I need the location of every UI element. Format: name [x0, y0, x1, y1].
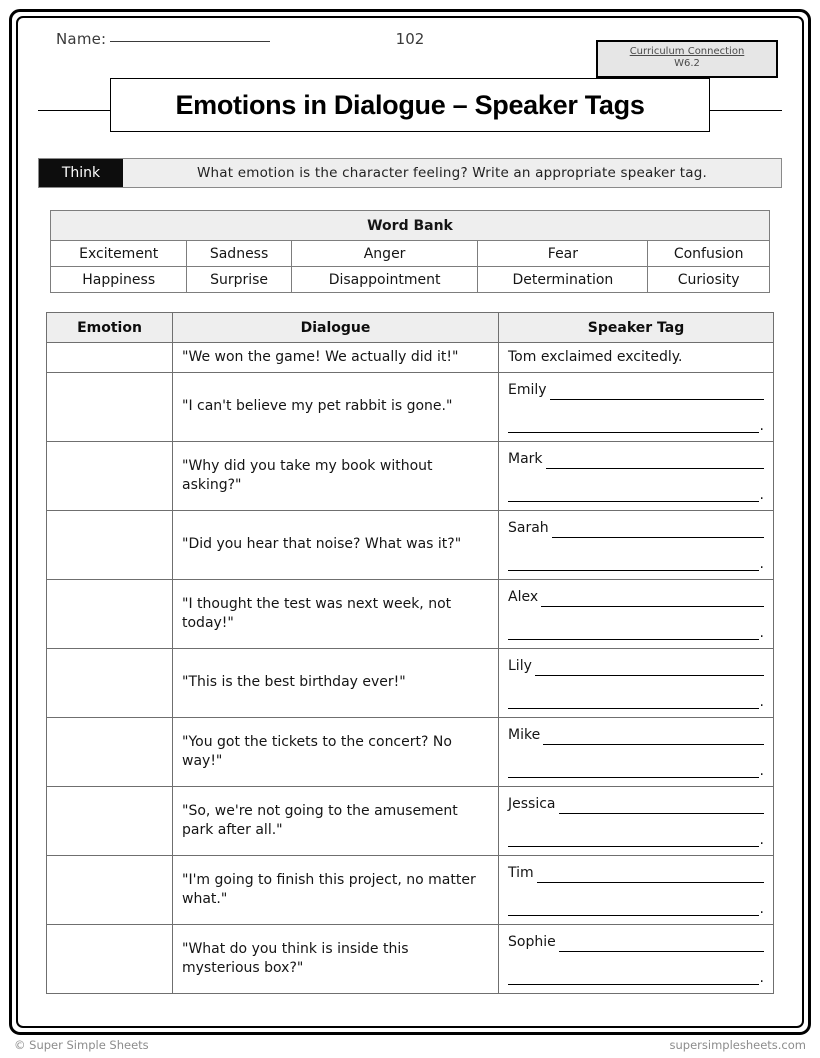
speaker-name: Lily: [508, 657, 532, 674]
speaker-name: Mike: [508, 726, 541, 743]
write-line[interactable]: [508, 492, 759, 502]
word-bank-cell[interactable]: Disappointment: [291, 267, 478, 293]
dialogue-cell: "So, we're not going to the amusement park after all.": [173, 787, 499, 856]
curriculum-connection-title: Curriculum Connection: [629, 46, 745, 57]
speaker-tag-answer-area[interactable]: [508, 933, 764, 985]
write-line[interactable]: [508, 423, 759, 433]
speaker-tag-line-2: [508, 971, 764, 985]
speaker-tag-answer-area[interactable]: [508, 657, 764, 709]
speaker-tag-cell[interactable]: [499, 442, 774, 511]
speaker-tag-line-1: [508, 381, 764, 400]
speaker-name: Sarah: [508, 519, 549, 536]
dialogue-cell: "I'm going to finish this project, no matter what.": [173, 856, 499, 925]
speaker-tag-line-1: [508, 933, 764, 952]
speaker-name: Jessica: [508, 795, 556, 812]
speaker-name: Sophie: [508, 933, 556, 950]
write-line[interactable]: [552, 525, 764, 538]
speaker-name: Alex: [508, 588, 539, 605]
table-row: [47, 373, 774, 442]
speaker-tag-cell[interactable]: [499, 787, 774, 856]
curriculum-connection-badge: [596, 40, 778, 78]
period-mark: .: [759, 556, 764, 573]
word-bank-cell[interactable]: Confusion: [648, 241, 770, 267]
column-header-speaker-tag: Speaker Tag: [499, 313, 774, 343]
dialogue-cell: "I thought the test was next week, not today!": [173, 580, 499, 649]
write-line[interactable]: [537, 870, 764, 883]
word-bank-table: [50, 210, 770, 293]
speaker-tag-answer-area[interactable]: [508, 519, 764, 571]
column-header-emotion: Emotion: [47, 313, 173, 343]
emotion-answer-cell[interactable]: [47, 343, 173, 373]
period-mark: .: [759, 970, 764, 987]
table-row: [47, 442, 774, 511]
table-row: [47, 511, 774, 580]
think-instruction: What emotion is the character feeling? Write an appropriate speaker tag.: [123, 159, 781, 187]
write-line[interactable]: [508, 630, 759, 640]
word-bank-cell[interactable]: Sadness: [187, 241, 291, 267]
period-mark: .: [759, 763, 764, 780]
page-footer: [14, 1038, 806, 1052]
emotion-answer-cell[interactable]: [47, 787, 173, 856]
word-bank-cell[interactable]: Fear: [478, 241, 648, 267]
write-line[interactable]: [508, 975, 759, 985]
speaker-tag-answer-area[interactable]: [508, 795, 764, 847]
table-row: [47, 925, 774, 994]
period-mark: .: [759, 625, 764, 642]
word-bank-cell[interactable]: Excitement: [51, 241, 187, 267]
dialogue-cell: "We won the game! We actually did it!": [173, 343, 499, 373]
word-bank-cell[interactable]: Surprise: [187, 267, 291, 293]
write-line[interactable]: [559, 801, 765, 814]
word-bank-title: Word Bank: [51, 211, 770, 241]
write-line[interactable]: [508, 699, 759, 709]
write-line[interactable]: [541, 594, 764, 607]
speaker-tag-cell[interactable]: [499, 511, 774, 580]
word-bank-row: [51, 267, 770, 293]
dialogue-cell: "Why did you take my book without asking?": [173, 442, 499, 511]
write-line[interactable]: [508, 906, 759, 916]
speaker-tag-line-2: [508, 902, 764, 916]
speaker-tag-cell[interactable]: [499, 718, 774, 787]
emotion-answer-cell[interactable]: [47, 373, 173, 442]
speaker-tag-cell[interactable]: [499, 856, 774, 925]
footer-website: supersimplesheets.com: [669, 1038, 806, 1052]
write-line[interactable]: [543, 732, 764, 745]
worksheet-header: [38, 18, 782, 69]
speaker-tag-answer-area[interactable]: [508, 864, 764, 916]
period-mark: .: [759, 487, 764, 504]
speaker-tag-cell[interactable]: [499, 580, 774, 649]
table-row: [47, 856, 774, 925]
speaker-tag-line-2: [508, 764, 764, 778]
footer-copyright: © Super Simple Sheets: [14, 1038, 149, 1052]
speaker-tag-answer-area[interactable]: [508, 450, 764, 502]
emotion-answer-cell[interactable]: [47, 442, 173, 511]
speaker-name: Mark: [508, 450, 543, 467]
speaker-tag-line-1: [508, 519, 764, 538]
curriculum-connection-code: W6.2: [674, 57, 700, 69]
speaker-tag-cell[interactable]: [499, 649, 774, 718]
table-row: [47, 343, 774, 373]
write-line[interactable]: [508, 837, 759, 847]
period-mark: .: [759, 901, 764, 918]
emotion-answer-cell[interactable]: [47, 511, 173, 580]
table-row: [47, 787, 774, 856]
title-band: [38, 78, 782, 142]
write-line[interactable]: [535, 663, 764, 676]
think-banner: [38, 158, 782, 188]
emotion-answer-cell[interactable]: [47, 925, 173, 994]
emotion-answer-cell[interactable]: [47, 856, 173, 925]
emotion-answer-cell[interactable]: [47, 718, 173, 787]
write-line[interactable]: [559, 939, 764, 952]
speaker-tag-cell[interactable]: [499, 373, 774, 442]
emotion-answer-cell[interactable]: [47, 580, 173, 649]
word-bank-cell[interactable]: Anger: [291, 241, 478, 267]
speaker-tag-line-2: [508, 833, 764, 847]
speaker-tag-line-2: [508, 488, 764, 502]
table-row: [47, 580, 774, 649]
word-bank-cell[interactable]: Determination: [478, 267, 648, 293]
title-box: [110, 78, 710, 132]
period-mark: .: [759, 418, 764, 435]
speaker-tag-line-1: [508, 657, 764, 676]
page-number: 102: [395, 30, 425, 48]
speaker-tag-answer-area[interactable]: [508, 726, 764, 778]
write-line[interactable]: [546, 456, 764, 469]
table-row: [47, 649, 774, 718]
dialogue-cell: "I can't believe my pet rabbit is gone.": [173, 373, 499, 442]
page-border-inner: [16, 16, 804, 1028]
exercise-table: [46, 312, 774, 994]
speaker-tag-line-1: [508, 795, 764, 814]
emotion-answer-cell[interactable]: [47, 649, 173, 718]
table-row: [47, 718, 774, 787]
dialogue-cell: "This is the best birthday ever!": [173, 649, 499, 718]
period-mark: .: [759, 694, 764, 711]
period-mark: .: [759, 832, 764, 849]
speaker-tag-line-1: [508, 864, 764, 883]
exercise-table-body: [47, 343, 774, 994]
word-bank-cell[interactable]: Happiness: [51, 267, 187, 293]
speaker-tag-line-1: [508, 450, 764, 469]
speaker-name: Emily: [508, 381, 547, 398]
speaker-tag-line-2: [508, 419, 764, 433]
speaker-tag-answer-area[interactable]: [508, 381, 764, 433]
think-label: Think: [39, 159, 123, 187]
speaker-tag-line-2: [508, 695, 764, 709]
dialogue-cell: "What do you think is inside this mysterious box?": [173, 925, 499, 994]
word-bank-row: [51, 241, 770, 267]
dialogue-cell: "You got the tickets to the concert? No way!": [173, 718, 499, 787]
speaker-name: Tim: [508, 864, 534, 881]
speaker-tag-cell[interactable]: [499, 925, 774, 994]
speaker-tag-cell[interactable]: [499, 343, 774, 373]
speaker-tag-answer-area[interactable]: [508, 588, 764, 640]
write-line[interactable]: [508, 768, 759, 778]
word-bank-cell[interactable]: Curiosity: [648, 267, 770, 293]
column-header-dialogue: Dialogue: [173, 313, 499, 343]
name-label: Name:: [56, 30, 107, 48]
speaker-tag-line-2: [508, 557, 764, 571]
speaker-tag-line-1: [508, 726, 764, 745]
speaker-tag-line-2: [508, 626, 764, 640]
write-line[interactable]: [550, 387, 764, 400]
speaker-tag-line-1: [508, 588, 764, 607]
page-title: Emotions in Dialogue – Speaker Tags: [175, 89, 645, 120]
write-line[interactable]: [508, 561, 759, 571]
page-border-outer: [9, 9, 811, 1035]
word-bank-title-row: [51, 211, 770, 241]
dialogue-cell: "Did you hear that noise? What was it?": [173, 511, 499, 580]
speaker-tag-example-text: Tom exclaimed excitedly.: [508, 348, 683, 365]
table-header-row: [47, 313, 774, 343]
